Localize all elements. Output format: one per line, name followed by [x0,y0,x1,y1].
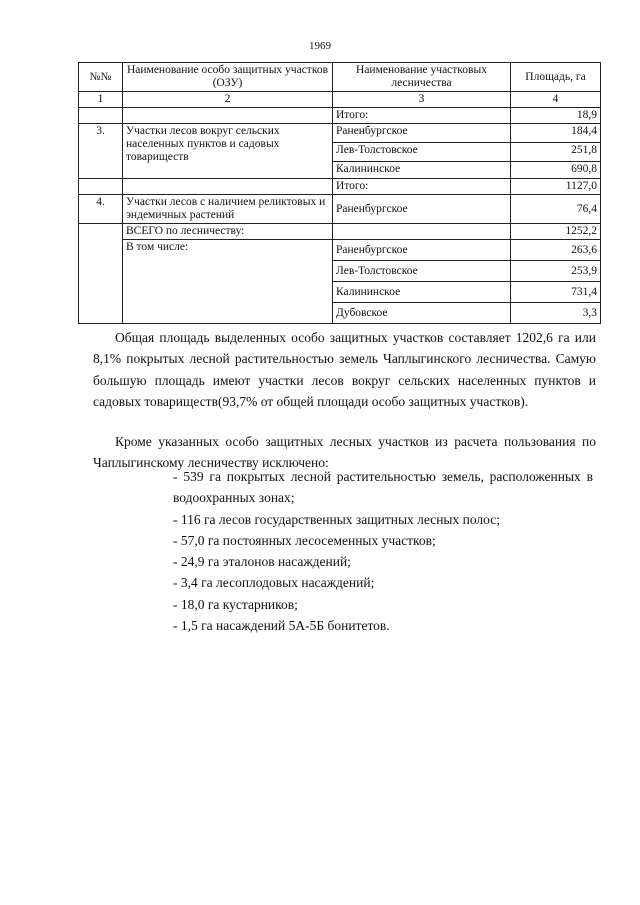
header-square: Площадь, га [511,63,601,92]
table-row [79,224,601,240]
empty-cell [79,179,123,195]
empty-cell [123,108,333,124]
list-item: - 24,9 га эталонов насаждений; [173,554,351,570]
list-item: - 3,4 га лесоплодовых насаждений; [173,575,375,591]
forestry-area: 3,3 [511,303,601,324]
index-cell: 4 [511,92,601,108]
breakdown-label: В том числе: [123,240,333,324]
protected-areas-table [78,62,601,324]
table-row [79,179,601,195]
forestry-name: Раненбургское [333,195,511,224]
table-row [79,108,601,124]
total-label: Итого: [333,179,511,195]
forestry-name: Калининское [333,162,511,179]
table-row [79,124,601,143]
forestry-area: 690,8 [511,162,601,179]
group-name: Участки лесов вокруг сельских населенных пунктов и садовых товариществ [123,124,333,179]
exclusions-list [173,466,593,636]
forestry-name: Лев-Толстовское [333,143,511,162]
index-cell: 3 [333,92,511,108]
index-cell: 1 [79,92,123,108]
forestry-name: Дубовское [333,303,511,324]
exclusions-intro-text: Кроме указанных особо защитных лесных участков из расчета пользования по Чаплыгинскому лесничеству исключено: [93,434,596,471]
empty-cell [79,240,123,324]
index-cell: 2 [123,92,333,108]
header-forestry-name: Наименование участковых лесничества [333,63,511,92]
list-item: - 18,0 га кустарников; [173,596,298,612]
total-area: 18,9 [511,108,601,124]
group-number: 3. [79,124,123,179]
forestry-name: Калининское [333,282,511,303]
forestry-name: Лев-Толстовское [333,261,511,282]
total-label: Итого: [333,108,511,124]
forestry-area: 263,6 [511,240,601,261]
empty-cell [333,224,511,240]
grand-total-area: 1252,2 [511,224,601,240]
summary-paragraph [93,327,596,412]
header-number: №№ [79,63,123,92]
list-item: - 1,5 га насаждений 5А-5Б бонитетов. [173,618,390,634]
forestry-area: 251,8 [511,143,601,162]
list-item: - 539 га покрытых лесной растительностью земель, расположенных в водоохранных зонах; [173,469,593,506]
page-number: 1969 [309,40,331,52]
total-area: 1127,0 [511,179,601,195]
table-row [79,240,601,261]
forestry-name: Раненбургское [333,240,511,261]
grand-total-label: ВСЕГО по лесничеству: [123,224,333,240]
forestry-area: 76,4 [511,195,601,224]
list-item: - 57,0 га постоянных лесосеменных участков; [173,532,436,548]
empty-cell [79,224,123,240]
forestry-name: Раненбургское [333,124,511,143]
summary-text: Общая площадь выделенных особо защитных участков составляет 1202,6 га или 8,1% покрытых лесной растительностью земель Чаплыгинского лесничества. Самую большую площадь имеют участки лесов вокруг сельских населенных пунктов и садовых товариществ(93,7% от общей площади особо защитных участков). [93,330,596,409]
table-index-row [79,92,601,108]
list-item: - 116 га лесов государственных защитных лесных полос; [173,511,500,527]
table-header-row [79,63,601,92]
forestry-area: 253,9 [511,261,601,282]
table-row [79,195,601,224]
header-area-name: Наименование особо защитных участков (ОЗУ) [123,63,333,92]
forestry-area: 731,4 [511,282,601,303]
group-name: Участки лесов с наличием реликтовых и эндемичных растений [123,195,333,224]
group-number: 4. [79,195,123,224]
empty-cell [79,108,123,124]
empty-cell [123,179,333,195]
forestry-area: 184,4 [511,124,601,143]
